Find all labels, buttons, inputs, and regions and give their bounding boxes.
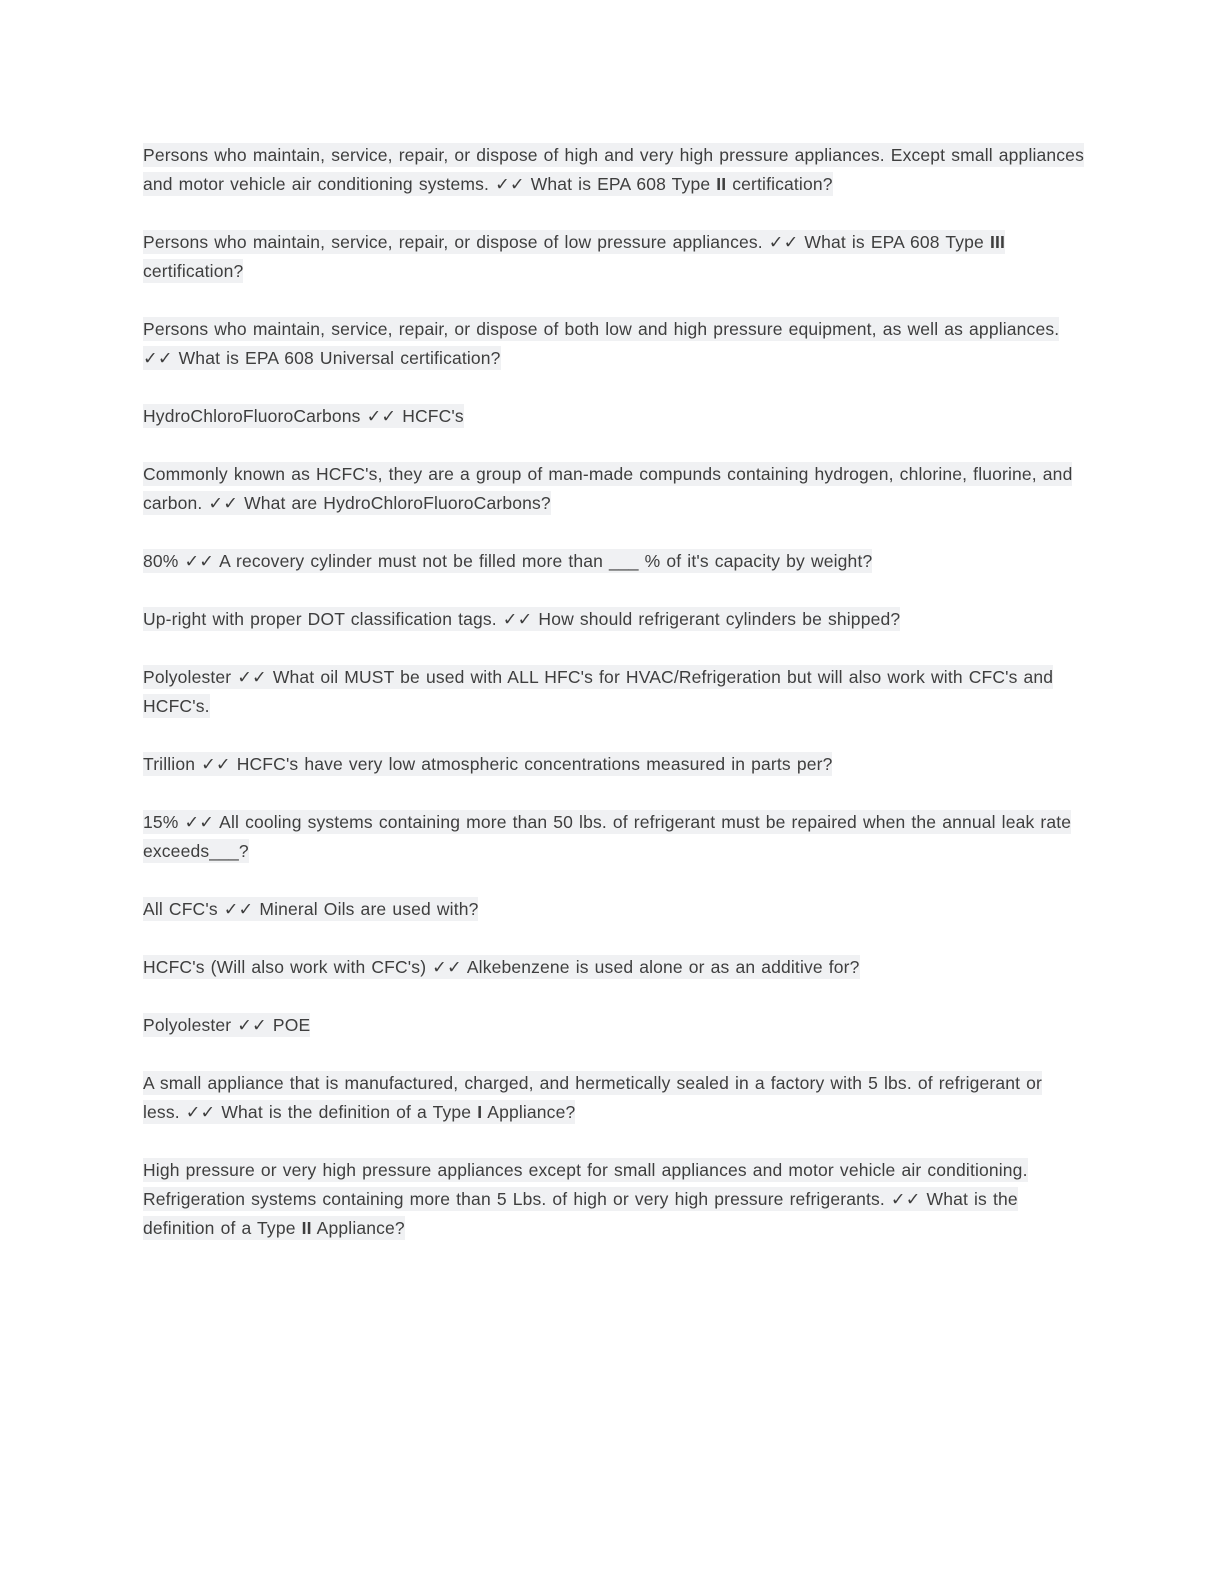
- paragraph: [143, 663, 1084, 721]
- paragraph: [143, 605, 1084, 634]
- text-segment: Persons who maintain, service, repair, or dispose of low pressure appliances. ✓✓ What is EPA 608 Type: [143, 232, 990, 252]
- bold-text-segment: II: [716, 174, 727, 194]
- paragraph: [143, 315, 1084, 373]
- text-segment: High pressure or very high pressure appliances except for small appliances and motor vehicle air conditioning. Refrigeration systems containing more than 5 Lbs. of high or very high pressure refrigerants. ✓✓ What is the definition of a Type: [143, 1160, 1028, 1238]
- paragraph: [143, 547, 1084, 576]
- text-segment: Appliance?: [311, 1218, 405, 1238]
- text-segment: All CFC's ✓✓ Mineral Oils are used with?: [143, 899, 479, 919]
- bold-text-segment: II: [301, 1218, 312, 1238]
- paragraph: [143, 1156, 1084, 1243]
- paragraph: [143, 228, 1084, 286]
- text-segment: Persons who maintain, service, repair, or dispose of both low and high pressure equipment, as well as appliances. ✓✓ What is EPA 608 Universal certification?: [143, 319, 1060, 368]
- bold-text-segment: I: [477, 1102, 483, 1122]
- paragraph: [143, 750, 1084, 779]
- text-segment: Trillion ✓✓ HCFC's have very low atmospheric concentrations measured in parts per?: [143, 754, 833, 774]
- text-segment: Persons who maintain, service, repair, or dispose of high and very high pressure appliances. Except small appliances and motor vehicle air conditioning systems. ✓✓ What is EPA 608 Type: [143, 145, 1084, 194]
- paragraph: [143, 953, 1084, 982]
- text-segment: Appliance?: [482, 1102, 576, 1122]
- bold-text-segment: III: [989, 232, 1005, 252]
- text-segment: Commonly known as HCFC's, they are a group of man-made compunds containing hydrogen, chlorine, fluorine, and carbon. ✓✓ What are HydroChloroFluoroCarbons?: [143, 464, 1073, 513]
- text-segment: HydroChloroFluoroCarbons ✓✓ HCFC's: [143, 406, 464, 426]
- text-segment: A small appliance that is manufactured, charged, and hermetically sealed in a factory with 5 lbs. of refrigerant or less. ✓✓ What is the definition of a Type: [143, 1073, 1043, 1122]
- paragraph: [143, 141, 1084, 199]
- text-segment: Polyolester ✓✓ What oil MUST be used with ALL HFC's for HVAC/Refrigeration but will also work with CFC's and HCFC's.: [143, 667, 1054, 716]
- paragraph: [143, 808, 1084, 866]
- text-segment: certification?: [143, 261, 244, 281]
- paragraph: [143, 402, 1084, 431]
- text-segment: HCFC's (Will also work with CFC's) ✓✓ Alkebenzene is used alone or as an additive for?: [143, 957, 860, 977]
- text-segment: Polyolester ✓✓ POE: [143, 1015, 311, 1035]
- text-segment: Up-right with proper DOT classification tags. ✓✓ How should refrigerant cylinders be shipped?: [143, 609, 901, 629]
- text-segment: certification?: [726, 174, 833, 194]
- text-segment: 15% ✓✓ All cooling systems containing more than 50 lbs. of refrigerant must be repaired when the annual leak rate exceeds___?: [143, 812, 1072, 861]
- paragraph: [143, 1011, 1084, 1040]
- document-content: [143, 141, 1084, 1243]
- text-segment: 80% ✓✓ A recovery cylinder must not be filled more than ___ % of it's capacity by weight?: [143, 551, 873, 571]
- paragraph: [143, 460, 1084, 518]
- paragraph: [143, 1069, 1084, 1127]
- paragraph: [143, 895, 1084, 924]
